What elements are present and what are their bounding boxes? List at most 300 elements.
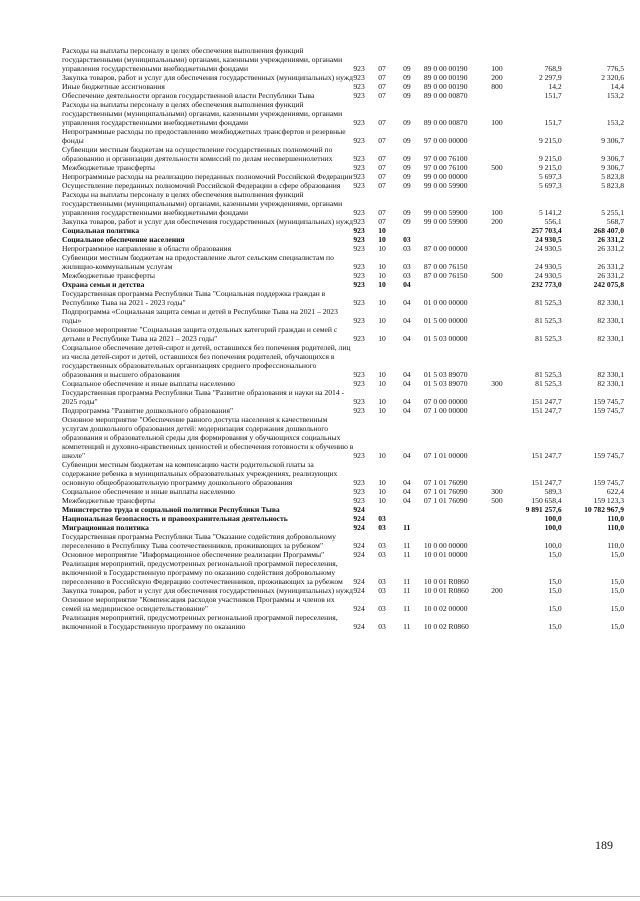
row-subsection-code: 11 bbox=[403, 523, 411, 532]
row-name-cell: Реализация мероприятий, предусмотренных региональной программой переселения, включенной в Государственную программу по оказанию содействия добровольному переселению в Российскую Федерацию соотечественников, проживающих за рубежом bbox=[62, 559, 343, 586]
table-row bbox=[62, 595, 624, 613]
row-target-code: 07 0 00 00000 bbox=[423, 397, 468, 406]
row-section-code: 10 bbox=[378, 271, 386, 280]
row-amount-year-1: 5 141,2 bbox=[538, 208, 562, 217]
row-amount-year-1: 100,0 bbox=[544, 523, 562, 532]
row-target-code: 89 0 00 00870 bbox=[423, 118, 468, 127]
row-name-cell: Субвенции местным бюджетам на предоставление льгот сельским специалистам по жилищно-коммунальным услугам bbox=[62, 253, 334, 271]
table-row bbox=[62, 244, 624, 253]
row-amount-year-1: 232 773,0 bbox=[531, 280, 562, 289]
row-target-code: 07 1 00 00000 bbox=[423, 406, 468, 415]
row-expense-type-code bbox=[491, 91, 514, 100]
row-section-code: 07 bbox=[378, 73, 386, 82]
row-name-cell: Межбюджетные трансферты bbox=[62, 496, 155, 505]
row-subsection-code: 09 bbox=[403, 154, 411, 163]
row-section-code: 07 bbox=[378, 208, 386, 217]
row-expense-type-code bbox=[491, 145, 514, 163]
row-section-code: 07 bbox=[378, 118, 386, 127]
row-subsection-code: 09 bbox=[403, 64, 411, 73]
budget-table-body bbox=[62, 46, 624, 631]
row-expense-type-code bbox=[491, 244, 514, 253]
row-section-code: 10 bbox=[378, 406, 386, 415]
row-section-code: 10 bbox=[378, 226, 386, 235]
row-ved-code: 924 bbox=[353, 514, 365, 523]
row-amount-year-2: 110,0 bbox=[607, 523, 624, 532]
row-amount-year-2: 9 306,7 bbox=[601, 136, 624, 145]
row-section-code: 10 bbox=[378, 262, 386, 271]
row-subsection-code: 11 bbox=[403, 622, 411, 631]
table-row bbox=[62, 460, 624, 487]
row-amount-year-2: 15,0 bbox=[610, 586, 624, 595]
row-expense-type-code bbox=[491, 559, 514, 586]
row-amount-year-2: 26 331,2 bbox=[597, 244, 624, 253]
row-amount-year-1: 100,0 bbox=[544, 541, 562, 550]
row-ved-code: 924 bbox=[353, 523, 365, 532]
row-section-code: 10 bbox=[378, 334, 386, 343]
row-section-code: 10 bbox=[378, 235, 386, 244]
row-ved-code: 924 bbox=[353, 622, 365, 631]
row-section-code: 07 bbox=[378, 172, 386, 181]
row-amount-year-2: 159 745,7 bbox=[593, 406, 624, 415]
row-name-cell: Охрана семьи и детства bbox=[62, 280, 145, 289]
row-subsection-code: 09 bbox=[403, 118, 411, 127]
row-expense-type-code bbox=[491, 127, 514, 145]
row-amount-year-2: 568,7 bbox=[606, 217, 624, 226]
row-subsection-code bbox=[403, 514, 424, 523]
row-name-cell: Государственная программа Республики Тыва "Оказание содействия добровольному переселению в Республику Тыва соотечественников, проживающих за рубежом" bbox=[62, 532, 336, 550]
table-row bbox=[62, 550, 624, 559]
row-amount-year-2: 15,0 bbox=[610, 550, 624, 559]
table-row bbox=[62, 217, 624, 226]
row-section-code: 10 bbox=[378, 370, 386, 379]
row-amount-year-1: 9 891 257,6 bbox=[525, 505, 562, 514]
row-ved-code: 924 bbox=[353, 577, 365, 586]
row-target-code: 89 0 00 00870 bbox=[423, 91, 468, 100]
row-amount-year-2: 10 782 967,9 bbox=[584, 505, 624, 514]
row-ved-code: 923 bbox=[353, 271, 365, 280]
row-expense-type-code bbox=[491, 523, 514, 532]
row-subsection-code: 09 bbox=[403, 73, 411, 82]
row-ved-code: 924 bbox=[353, 541, 365, 550]
row-subsection-code: 04 bbox=[403, 379, 411, 388]
table-row bbox=[62, 46, 624, 73]
row-section-code: 07 bbox=[378, 91, 386, 100]
row-subsection-code: 09 bbox=[403, 163, 411, 172]
table-row bbox=[62, 91, 624, 100]
row-target-code: 10 0 01 00000 bbox=[423, 550, 468, 559]
row-ved-code: 923 bbox=[353, 64, 365, 73]
table-row bbox=[62, 559, 624, 586]
table-row bbox=[62, 343, 624, 379]
row-amount-year-1: 24 930,5 bbox=[535, 262, 562, 271]
row-target-code bbox=[424, 226, 491, 235]
row-amount-year-2: 5 823,8 bbox=[601, 181, 624, 190]
row-ved-code: 923 bbox=[353, 208, 365, 217]
row-name-cell: Реализация мероприятий, предусмотренных региональной программой переселения, включенной в Государственную программу по оказанию bbox=[62, 613, 338, 631]
row-amount-year-1: 24 930,5 bbox=[535, 235, 562, 244]
row-amount-year-2: 15,0 bbox=[610, 577, 624, 586]
row-section-code: 07 bbox=[378, 136, 386, 145]
row-ved-code: 923 bbox=[353, 334, 365, 343]
row-amount-year-2: 26 331,2 bbox=[597, 235, 624, 244]
row-target-code: 87 0 00 76150 bbox=[423, 262, 468, 271]
row-subsection-code bbox=[403, 226, 424, 235]
row-name-cell: Национальная безопасность и правоохранительная деятельность bbox=[62, 514, 288, 523]
row-ved-code: 923 bbox=[353, 181, 365, 190]
row-section-code: 03 bbox=[378, 577, 386, 586]
row-section-code: 10 bbox=[378, 478, 386, 487]
row-subsection-code: 04 bbox=[403, 478, 411, 487]
row-amount-year-1: 257 703,4 bbox=[531, 226, 562, 235]
row-section-code: 03 bbox=[378, 550, 386, 559]
row-section-code bbox=[378, 505, 403, 514]
row-name-cell: Непрограммные расходы на реализацию переданных полномочий Российской Федерации bbox=[62, 172, 353, 181]
row-target-code: 97 0 00 76100 bbox=[423, 163, 468, 172]
row-amount-year-1: 9 215,0 bbox=[538, 154, 562, 163]
table-row bbox=[62, 379, 624, 388]
row-subsection-code: 04 bbox=[403, 316, 411, 325]
row-section-code: 10 bbox=[378, 451, 386, 460]
row-ved-code: 923 bbox=[353, 235, 365, 244]
row-amount-year-1: 151,7 bbox=[544, 118, 562, 127]
row-amount-year-2: 153,2 bbox=[606, 91, 624, 100]
row-target-code: 99 0 00 59900 bbox=[423, 208, 468, 217]
row-subsection-code: 03 bbox=[403, 244, 411, 253]
row-amount-year-2: 153,2 bbox=[606, 118, 624, 127]
row-expense-type-code bbox=[491, 415, 514, 460]
table-row bbox=[62, 253, 624, 271]
row-section-code: 10 bbox=[378, 397, 386, 406]
row-name-cell: Непрограммное направление в области образования bbox=[62, 244, 232, 253]
row-name-cell: Социальное обеспечение и иные выплаты населению bbox=[62, 487, 235, 496]
row-name-cell: Государственная программа Республики Тыва "Социальная поддержка граждан в Республике Тыва на 2021 - 2023 годы" bbox=[62, 289, 326, 307]
row-name-cell: Расходы на выплаты персоналу в целях обеспечения выполнения функций государственными (муниципальными) органами, казенными учреждениями, органами управления государственными внебюджетными фондами bbox=[62, 190, 343, 217]
table-row bbox=[62, 496, 624, 505]
row-subsection-code: 04 bbox=[403, 496, 411, 505]
row-subsection-code: 09 bbox=[403, 136, 411, 145]
table-row bbox=[62, 586, 624, 595]
row-name-cell: Министерство труда и социальной политики Республики Тыва bbox=[62, 505, 280, 514]
row-amount-year-2: 14,4 bbox=[610, 82, 624, 91]
row-name-cell: Социальная политика bbox=[62, 226, 140, 235]
row-name-cell: Межбюджетные трансферты bbox=[62, 271, 155, 280]
row-amount-year-1: 100,0 bbox=[544, 514, 562, 523]
row-target-code: 07 1 01 76090 bbox=[423, 487, 468, 496]
table-row bbox=[62, 181, 624, 190]
row-name-cell: Межбюджетные трансферты bbox=[62, 163, 155, 172]
row-amount-year-2: 9 306,7 bbox=[601, 163, 624, 172]
row-expense-type-code bbox=[491, 388, 514, 406]
row-subsection-code: 11 bbox=[403, 586, 411, 595]
row-subsection-code: 03 bbox=[403, 262, 411, 271]
row-expense-type-code bbox=[491, 613, 514, 631]
table-row bbox=[62, 487, 624, 496]
row-amount-year-2: 2 320,6 bbox=[601, 73, 624, 82]
row-amount-year-1: 15,0 bbox=[548, 586, 562, 595]
row-amount-year-2: 15,0 bbox=[610, 604, 624, 613]
row-subsection-code: 09 bbox=[403, 208, 411, 217]
row-ved-code: 924 bbox=[353, 505, 365, 514]
row-name-cell: Осуществление переданных полномочий Российской Федерации в сфере образования bbox=[62, 181, 341, 190]
row-ved-code: 924 bbox=[353, 586, 365, 595]
row-target-code: 01 5 03 00000 bbox=[423, 334, 468, 343]
table-row bbox=[62, 280, 624, 289]
row-subsection-code: 04 bbox=[403, 397, 411, 406]
row-subsection-code: 11 bbox=[403, 577, 411, 586]
table-row bbox=[62, 325, 624, 343]
row-section-code: 10 bbox=[378, 487, 386, 496]
row-name-cell: Подпрограмма "Развитие дошкольного образования" bbox=[62, 406, 234, 415]
row-amount-year-2: 159 745,7 bbox=[593, 451, 624, 460]
row-subsection-code: 11 bbox=[403, 550, 411, 559]
row-amount-year-1: 151,7 bbox=[544, 91, 562, 100]
budget-table bbox=[62, 46, 624, 631]
row-name-cell: Социальное обеспечение детей-сирот и детей, оставшихся без попечения родителей, лиц из числа детей-сирот и детей, оставшихся без попечения родителей, обучающихся в государственных образовательных организациях среднего профессионального образования и высшего образования bbox=[62, 343, 351, 379]
row-ved-code: 923 bbox=[353, 217, 365, 226]
row-target-code: 01 5 03 89070 bbox=[423, 370, 468, 379]
row-target-code bbox=[424, 505, 491, 514]
row-amount-year-1: 151 247,7 bbox=[531, 478, 562, 487]
table-row bbox=[62, 235, 624, 244]
row-target-code: 10 0 02 R0860 bbox=[423, 622, 469, 631]
row-amount-year-2: 82 330,1 bbox=[597, 298, 624, 307]
row-ved-code: 923 bbox=[353, 244, 365, 253]
row-ved-code: 924 bbox=[353, 550, 365, 559]
row-ved-code: 923 bbox=[353, 91, 365, 100]
row-ved-code: 923 bbox=[353, 118, 365, 127]
row-amount-year-1: 9 215,0 bbox=[538, 163, 562, 172]
row-expense-type-code bbox=[491, 343, 514, 379]
row-amount-year-1: 81 525,3 bbox=[535, 370, 562, 379]
row-target-code bbox=[424, 523, 491, 532]
row-ved-code: 923 bbox=[353, 316, 365, 325]
row-target-code: 10 0 00 00000 bbox=[423, 541, 468, 550]
row-ved-code: 923 bbox=[353, 406, 365, 415]
row-subsection-code: 11 bbox=[403, 604, 411, 613]
row-target-code: 97 0 00 00000 bbox=[423, 136, 468, 145]
row-amount-year-1: 15,0 bbox=[548, 577, 562, 586]
row-amount-year-1: 81 525,3 bbox=[535, 298, 562, 307]
row-amount-year-2: 268 407,0 bbox=[593, 226, 624, 235]
row-amount-year-1: 151 247,7 bbox=[531, 451, 562, 460]
row-ved-code: 923 bbox=[353, 496, 365, 505]
row-subsection-code: 11 bbox=[403, 541, 411, 550]
row-target-code: 87 0 00 76150 bbox=[423, 271, 468, 280]
table-row bbox=[62, 145, 624, 163]
row-amount-year-2: 622,4 bbox=[606, 487, 624, 496]
row-amount-year-2: 5 823,8 bbox=[601, 172, 624, 181]
row-section-code: 03 bbox=[378, 586, 386, 595]
row-amount-year-2: 159 123,3 bbox=[593, 496, 624, 505]
row-name-cell: Непрограммные расходы по предоставлению межбюджетных трансфертов и резервные фонды bbox=[62, 127, 346, 145]
row-ved-code: 923 bbox=[353, 163, 365, 172]
row-amount-year-1: 556,1 bbox=[544, 217, 562, 226]
row-amount-year-2: 9 306,7 bbox=[601, 154, 624, 163]
row-amount-year-2: 5 255,1 bbox=[601, 208, 624, 217]
row-target-code: 07 1 01 00000 bbox=[423, 451, 468, 460]
row-expense-type-code bbox=[491, 280, 514, 289]
page-bottom-divider bbox=[0, 896, 640, 897]
row-expense-type-code bbox=[491, 532, 514, 550]
row-subsection-code: 04 bbox=[403, 334, 411, 343]
row-target-code bbox=[424, 514, 491, 523]
row-ved-code: 923 bbox=[353, 262, 365, 271]
row-name-cell: Обеспечение деятельности органов государственной власти Республики Тыва bbox=[62, 91, 315, 100]
row-amount-year-1: 768,9 bbox=[544, 64, 562, 73]
row-ved-code: 923 bbox=[353, 379, 365, 388]
row-ved-code: 923 bbox=[353, 451, 365, 460]
row-amount-year-2: 242 075,8 bbox=[593, 280, 624, 289]
table-row bbox=[62, 415, 624, 460]
row-section-code: 07 bbox=[378, 181, 386, 190]
row-target-code: 10 0 02 00000 bbox=[423, 604, 468, 613]
row-ved-code: 923 bbox=[353, 154, 365, 163]
row-name-cell: Закупка товаров, работ и услуг для обеспечения государственных (муниципальных) нужд bbox=[62, 586, 353, 595]
row-expense-type-code: 100 bbox=[491, 208, 503, 217]
table-row bbox=[62, 163, 624, 172]
row-target-code: 89 0 00 00190 bbox=[423, 73, 468, 82]
row-expense-type-code: 100 bbox=[491, 64, 503, 73]
row-ved-code: 923 bbox=[353, 172, 365, 181]
row-amount-year-1: 81 525,3 bbox=[535, 379, 562, 388]
row-name-cell: Расходы на выплаты персоналу в целях обеспечения выполнения функций государственными (муниципальными) органами, казенными учреждениями, органами управления государственными внебюджетными фондами bbox=[62, 46, 343, 73]
row-expense-type-code bbox=[491, 460, 514, 487]
row-name-cell: Миграционная политика bbox=[62, 523, 149, 532]
row-expense-type-code: 500 bbox=[491, 496, 503, 505]
row-amount-year-2: 159 745,7 bbox=[593, 478, 624, 487]
row-name-cell: Иные бюджетные ассигнования bbox=[62, 82, 165, 91]
table-row bbox=[62, 73, 624, 82]
row-subsection-code: 04 bbox=[403, 280, 411, 289]
row-ved-code: 923 bbox=[353, 487, 365, 496]
row-subsection-code: 04 bbox=[403, 298, 411, 307]
row-name-cell: Основное мероприятие "Социальная защита отдельных категорий граждан и семей с детьми в Республике Тыва на 2021 – 2023 годы" bbox=[62, 325, 338, 343]
row-section-code: 03 bbox=[378, 523, 386, 532]
row-amount-year-1: 151 247,7 bbox=[531, 406, 562, 415]
row-amount-year-2: 110,0 bbox=[607, 514, 624, 523]
row-section-code: 07 bbox=[378, 82, 386, 91]
row-subsection-code: 04 bbox=[403, 370, 411, 379]
row-amount-year-2: 110,0 bbox=[607, 541, 624, 550]
row-section-code: 10 bbox=[378, 298, 386, 307]
row-subsection-code: 09 bbox=[403, 172, 411, 181]
row-expense-type-code bbox=[491, 505, 514, 514]
row-section-code: 03 bbox=[378, 514, 386, 523]
row-amount-year-1: 2 297,9 bbox=[538, 73, 562, 82]
table-row bbox=[62, 289, 624, 307]
row-amount-year-2: 776,5 bbox=[606, 64, 624, 73]
row-ved-code: 923 bbox=[353, 370, 365, 379]
row-ved-code: 923 bbox=[353, 397, 365, 406]
row-ved-code: 923 bbox=[353, 478, 365, 487]
table-row bbox=[62, 82, 624, 91]
row-target-code: 10 0 01 R0860 bbox=[423, 577, 469, 586]
row-target-code: 07 1 01 76090 bbox=[423, 478, 468, 487]
row-subsection-code: 09 bbox=[403, 82, 411, 91]
table-row bbox=[62, 307, 624, 325]
row-subsection-code: 03 bbox=[403, 235, 411, 244]
row-name-cell: Расходы на выплаты персоналу в целях обеспечения выполнения функций государственными (муниципальными) органами, казенными учреждениями, органами управления государственными внебюджетными фондами bbox=[62, 100, 343, 127]
table-row bbox=[62, 100, 624, 127]
row-subsection-code: 09 bbox=[403, 91, 411, 100]
row-ved-code: 923 bbox=[353, 280, 365, 289]
row-ved-code: 924 bbox=[353, 604, 365, 613]
row-subsection-code: 04 bbox=[403, 487, 411, 496]
table-row bbox=[62, 271, 624, 280]
row-subsection-code: 04 bbox=[403, 451, 411, 460]
row-target-code: 01 5 00 00000 bbox=[423, 316, 468, 325]
row-expense-type-code bbox=[491, 325, 514, 343]
row-expense-type-code bbox=[491, 307, 514, 325]
row-amount-year-1: 24 930,5 bbox=[535, 244, 562, 253]
row-expense-type-code: 300 bbox=[491, 487, 503, 496]
row-ved-code: 923 bbox=[353, 82, 365, 91]
row-name-cell: Закупка товаров, работ и услуг для обеспечения государственных (муниципальных) нужд bbox=[62, 217, 353, 226]
row-target-code: 89 0 00 00190 bbox=[423, 64, 468, 73]
row-expense-type-code bbox=[491, 289, 514, 307]
row-target-code: 87 0 00 00000 bbox=[423, 244, 468, 253]
row-amount-year-2: 82 330,1 bbox=[597, 316, 624, 325]
row-target-code: 97 0 00 76100 bbox=[423, 154, 468, 163]
row-amount-year-1: 9 215,0 bbox=[538, 136, 562, 145]
row-name-cell: Социальное обеспечение и иные выплаты населению bbox=[62, 379, 235, 388]
row-amount-year-2: 15,0 bbox=[610, 622, 624, 631]
row-ved-code: 923 bbox=[353, 226, 365, 235]
table-row bbox=[62, 523, 624, 532]
row-section-code: 10 bbox=[378, 379, 386, 388]
row-name-cell: Социальное обеспечение населения bbox=[62, 235, 185, 244]
row-expense-type-code bbox=[491, 181, 514, 190]
row-name-cell: Основное мероприятие "Обеспечение равного доступа населения к качественным услугам дошкольного образования детей: модернизация содержания дошкольного образования и образовательной среды для формирования у обучающихся социальных компетенций и духовно-нравственных ценностей и обеспечения готовности к обучению в школе" bbox=[62, 415, 354, 460]
row-section-code: 10 bbox=[378, 244, 386, 253]
row-amount-year-1: 150 658,4 bbox=[531, 496, 562, 505]
page-number: 189 bbox=[595, 838, 613, 852]
row-amount-year-2: 26 331,2 bbox=[597, 271, 624, 280]
table-row bbox=[62, 532, 624, 550]
row-section-code: 03 bbox=[378, 622, 386, 631]
table-row bbox=[62, 388, 624, 406]
table-row bbox=[62, 127, 624, 145]
row-ved-code: 923 bbox=[353, 136, 365, 145]
row-amount-year-2: 26 331,2 bbox=[597, 262, 624, 271]
row-expense-type-code bbox=[491, 253, 514, 271]
row-expense-type-code: 100 bbox=[491, 118, 503, 127]
table-row bbox=[62, 514, 624, 523]
row-expense-type-code: 200 bbox=[491, 73, 503, 82]
row-section-code: 03 bbox=[378, 604, 386, 613]
row-name-cell: Субвенции местным бюджетам на осуществление государственных полномочий по образованию и организации деятельности комиссий по делам несовершеннолетних bbox=[62, 145, 333, 163]
row-section-code: 10 bbox=[378, 316, 386, 325]
row-section-code: 07 bbox=[378, 217, 386, 226]
row-expense-type-code bbox=[491, 172, 514, 181]
row-subsection-code: 04 bbox=[403, 406, 411, 415]
row-amount-year-1: 15,0 bbox=[548, 604, 562, 613]
row-amount-year-2: 82 330,1 bbox=[597, 334, 624, 343]
row-expense-type-code bbox=[491, 235, 514, 244]
row-target-code bbox=[424, 235, 491, 244]
row-expense-type-code bbox=[491, 595, 514, 613]
row-amount-year-1: 15,0 bbox=[548, 550, 562, 559]
table-row bbox=[62, 505, 624, 514]
row-amount-year-1: 81 525,3 bbox=[535, 334, 562, 343]
row-amount-year-1: 81 525,3 bbox=[535, 316, 562, 325]
row-amount-year-1: 14,2 bbox=[548, 82, 562, 91]
row-amount-year-2: 159 745,7 bbox=[593, 397, 624, 406]
row-expense-type-code bbox=[491, 406, 514, 415]
row-ved-code: 923 bbox=[353, 73, 365, 82]
row-expense-type-code bbox=[491, 550, 514, 559]
row-target-code: 99 0 00 59900 bbox=[423, 181, 468, 190]
